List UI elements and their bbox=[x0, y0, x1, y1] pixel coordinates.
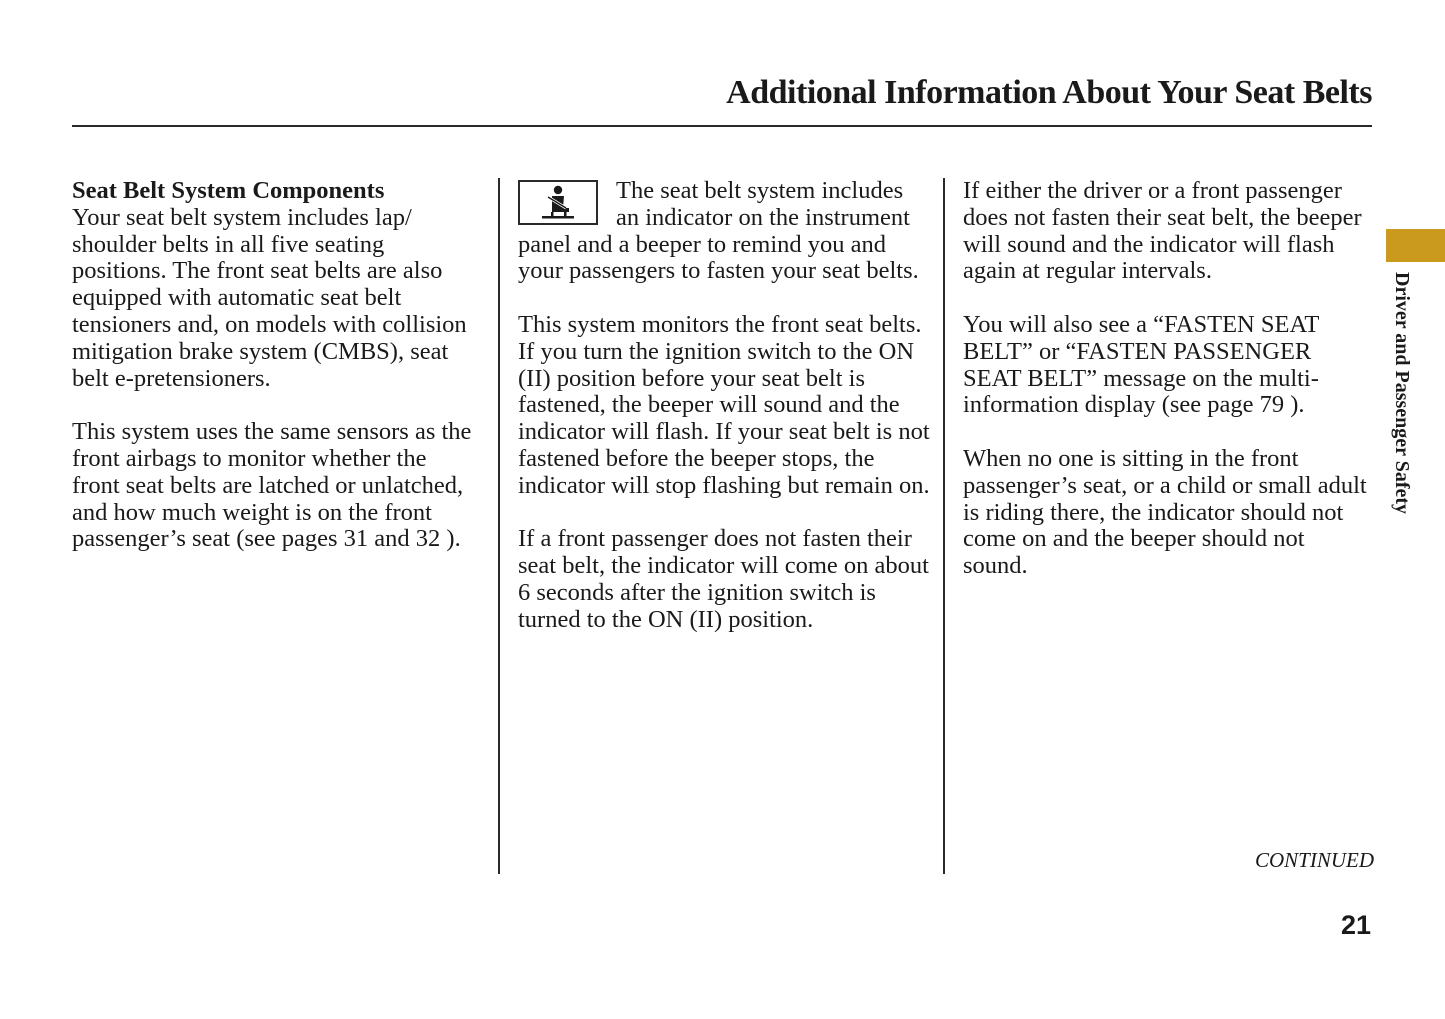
section-heading: Seat Belt System Components bbox=[72, 177, 385, 204]
section-tab-marker bbox=[1386, 229, 1445, 262]
indicator-text: The seat belt system includes an indicator on the instrument panel and a beeper to remind you and your passengers to fasten your seat belts. bbox=[518, 177, 919, 285]
indicator-paragraph bbox=[518, 178, 930, 285]
column-divider bbox=[498, 178, 500, 874]
beeper-paragraph: If either the driver or a front passenger does not fasten their seat belt, the beeper will sound and the indicator will flash again at regular intervals. bbox=[963, 177, 1362, 285]
column-divider bbox=[943, 178, 945, 874]
seat-belt-reminder-icon bbox=[518, 180, 598, 225]
passenger-paragraph: If a front passenger does not fasten their seat belt, the indicator will come on about 6 seconds after the ignition switch is turned to the ON (II) position. bbox=[518, 525, 929, 633]
column-1 bbox=[72, 178, 477, 580]
section-tab-label: Driver and Passenger Safety bbox=[1391, 272, 1413, 515]
monitor-paragraph: This system monitors the front seat belts. If you turn the ignition switch to the ON (II) position before your seat belt is fastened, the beeper will sound and the indicator will flash. If your seat belt is not fastened before the beeper stops, the indicator will stop flashing but remain on. bbox=[518, 310, 930, 499]
column-3 bbox=[963, 178, 1368, 607]
page-number: 21 bbox=[1340, 910, 1371, 940]
column-2 bbox=[518, 178, 930, 660]
empty-seat-paragraph: When no one is sitting in the front passenger’s seat, or a child or small adult is riding there, the indicator should not come on and the beeper should not sound. bbox=[963, 444, 1367, 580]
components-paragraph bbox=[72, 178, 477, 392]
message-paragraph: You will also see a “FASTEN SEAT BELT” or “FASTEN PASSENGER SEAT BELT” message on the multi-information display (see page 79 ). bbox=[963, 310, 1319, 419]
continued-label: CONTINUED bbox=[1254, 848, 1374, 872]
title-divider bbox=[72, 125, 1372, 127]
sensors-paragraph: This system uses the same sensors as the front airbags to monitor whether the front seat belts are latched or unlatched, and how much weight is on the front passenger’s seat (see pages 31 and 32 ). bbox=[72, 418, 472, 553]
components-text: Your seat belt system includes lap/ shoulder belts in all five seating positions. The front seat belts are also equipped with automatic seat belt tensioners and, on models with collision mitigation brake system (CMBS), seat belt e-pretensioners. bbox=[72, 203, 467, 392]
page-title: Additional Information About Your Seat Belts bbox=[726, 74, 1372, 111]
